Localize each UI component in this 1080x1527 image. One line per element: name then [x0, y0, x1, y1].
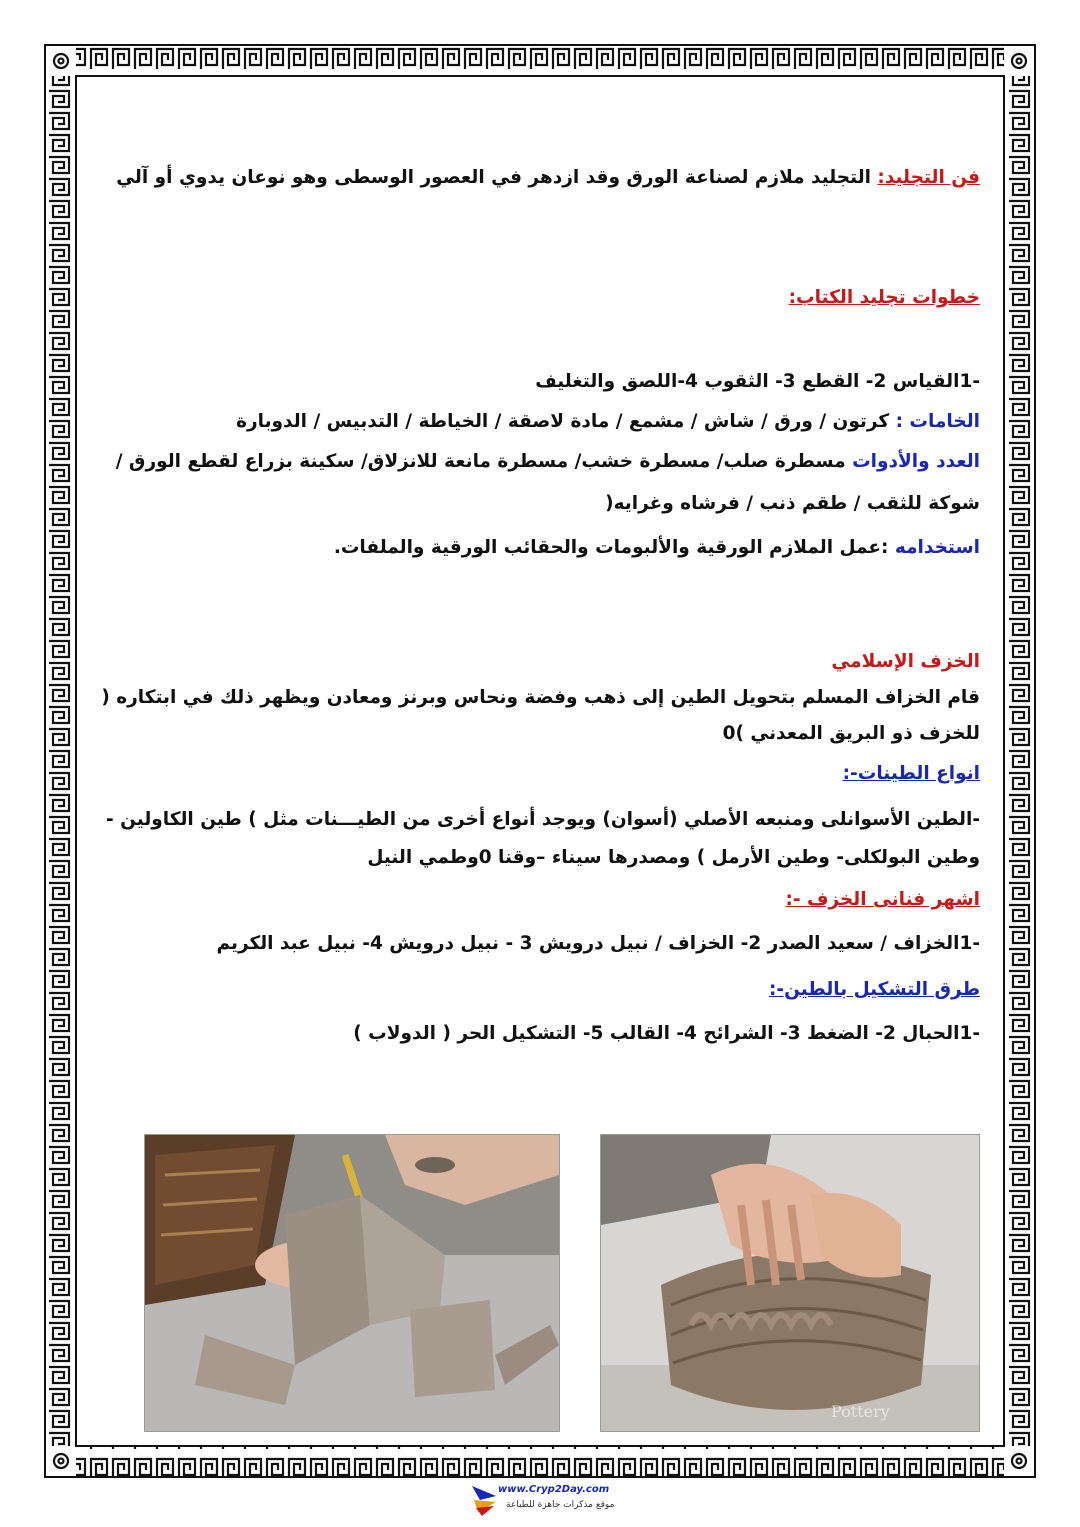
- slab-technique-photo: [144, 1134, 560, 1432]
- clays-heading: انواع الطينات-:: [842, 763, 980, 784]
- tools-label: العدد والأدوات: [852, 451, 980, 472]
- tools-text-2: شوكة للثقب / طقم ذنب / فرشاه وغرايه(: [605, 493, 980, 514]
- tools-line-1: [116, 448, 980, 476]
- photo-watermark: Pottery: [831, 1402, 890, 1421]
- footer-url-link[interactable]: www.Cryp2Day.com: [498, 1484, 610, 1495]
- clays-line-2: وطين البولكلى- وطين الأرمل ) ومصدرها سيناء –وقنا 0وطمي النيل: [367, 847, 980, 868]
- clays-line-1: -الطين الأسوانلى ومنبعه الأصلي (أسوان) ويوجد أنواع أخرى من الطيـــنات مثل ) طين الكاولين -: [106, 809, 980, 830]
- artists-heading: اشهر فنانى الخزف -:: [785, 889, 980, 910]
- methods-list: -1الحبال 2- الضغط 3- الشرائح 4- القالب 5- التشكيل الحر ( الدولاب ): [353, 1023, 980, 1044]
- binding-steps-heading: خطوات تجليد الكتاب:: [788, 287, 980, 308]
- materials-text: كرتون / ورق / شاش / مشمع / مادة لاصقة / الخياطة / التدبيس / الدوبارة: [236, 411, 896, 432]
- usage-label: استخدامه: [894, 537, 980, 558]
- ceramics-para-1: قام الخزاف المسلم بتحويل الطين إلى ذهب وفضة ونحاس وبرنز ومعادن ويظهر ذلك في ابتكاره (: [101, 687, 980, 708]
- usage-line: [334, 534, 980, 562]
- usage-text: :عمل الملازم الورقية والألبومات والحقائب الورقية والملفات.: [333, 537, 895, 558]
- materials-line: [236, 408, 980, 436]
- binding-title: فن التجليد:: [877, 167, 980, 188]
- steps-heading-line: [789, 284, 980, 312]
- artists-list: -1الخزاف / سعيد الصدر 2- الخزاف / نبيل درويش 3 - نبيل درويش 4- نبيل عبد الكريم: [216, 933, 980, 954]
- coil-technique-photo: [600, 1134, 980, 1432]
- materials-label: الخامات :: [895, 411, 980, 432]
- ceramics-para-2: للخزف ذو البريق المعدني )0: [722, 723, 980, 744]
- binding-intro: التجليد ملازم لصناعة الورق وقد ازدهر في العصور الوسطى وهو نوعان يدوي أو آلي: [116, 167, 878, 188]
- ceramics-heading: الخزف الإسلامي: [831, 651, 980, 672]
- tools-text-1: مسطرة صلب/ مسطرة خشب/ مسطرة مانعة للانزلاق/ سكينة بزراع لقطع الورق /: [115, 451, 853, 472]
- methods-heading: طرق التشكيل بالطين-:: [769, 979, 980, 1000]
- footer-tagline: موقع مذكرات جاهزة للطباعة: [506, 1500, 615, 1510]
- binding-steps: -1القياس 2- القطع 3- الثقوب 4-اللصق والتغليف: [535, 371, 980, 392]
- binding-intro-line: [116, 164, 980, 192]
